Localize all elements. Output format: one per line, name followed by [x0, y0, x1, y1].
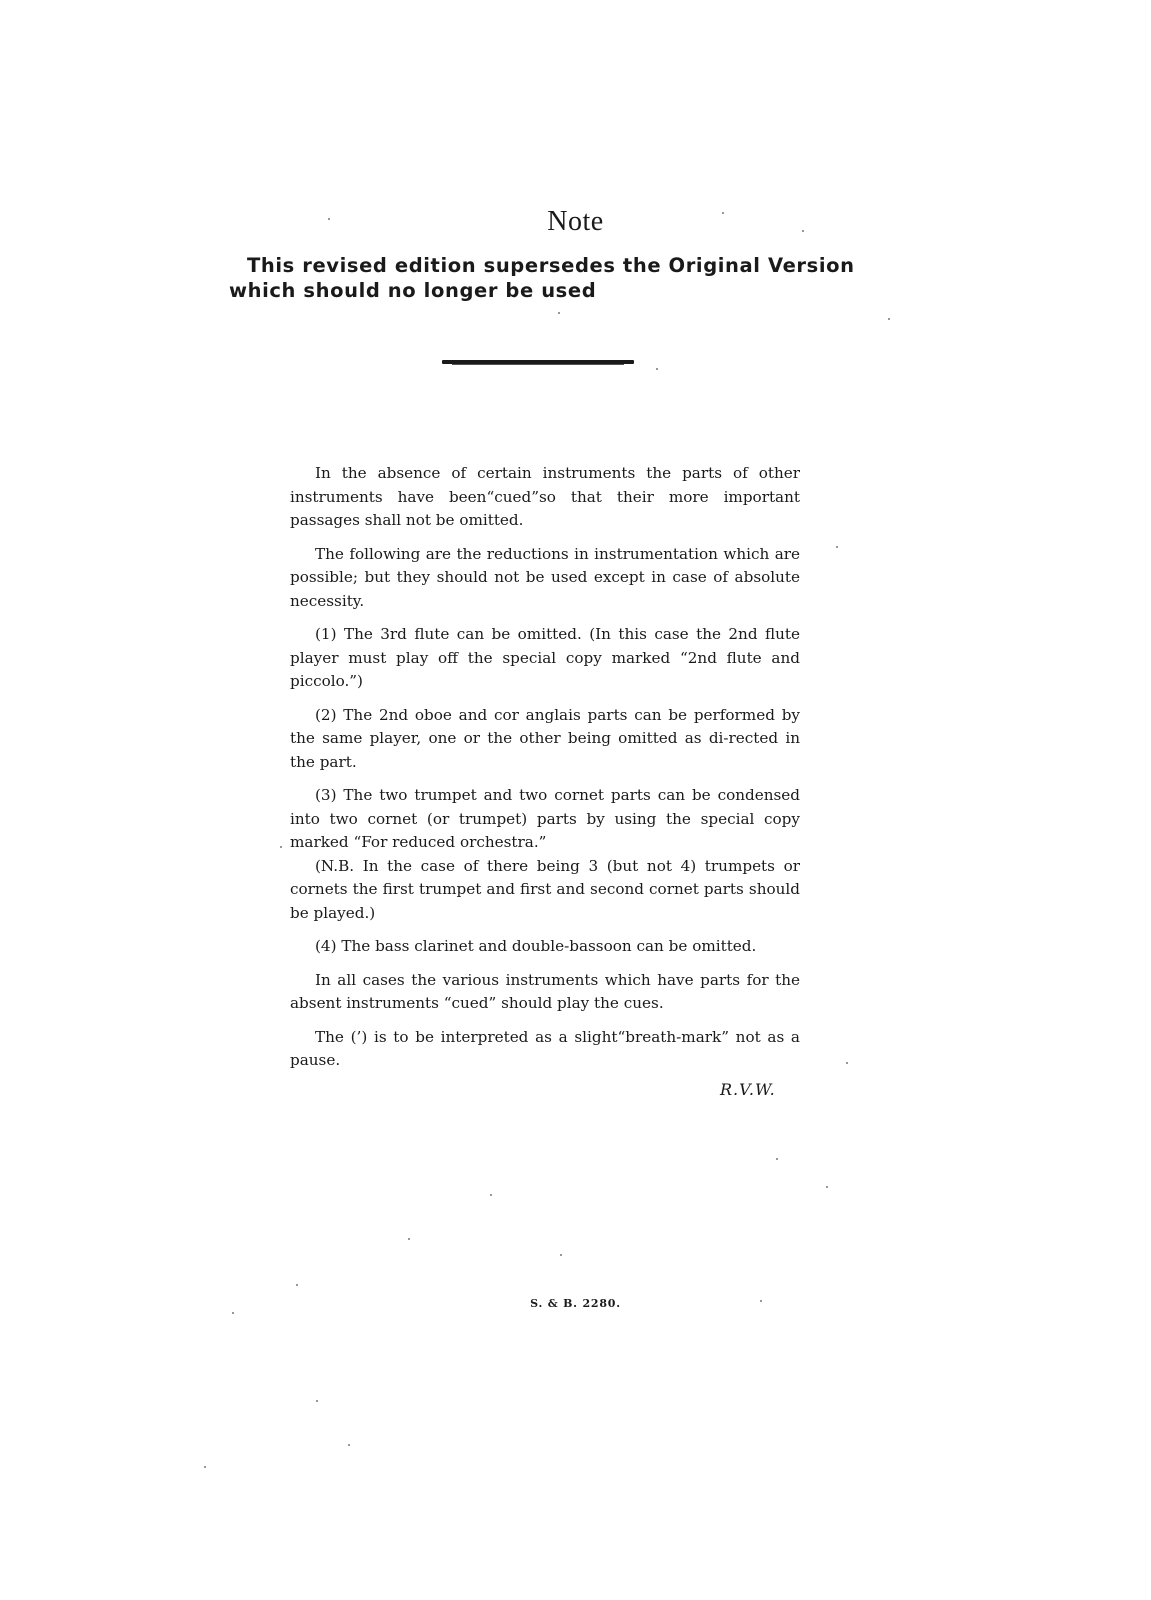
revision-banner-line-1: This revised edition supersedes the Original Version — [247, 254, 855, 277]
page-title: Note — [547, 206, 604, 237]
scan-speck — [296, 1284, 298, 1286]
reductions-intro-paragraph: The following are the reductions in instrumentation which are possible; but they should not be used except in case of absolute necessity. — [290, 544, 800, 610]
scan-speck — [802, 230, 804, 232]
scan-speck — [348, 1444, 350, 1446]
decorative-rule — [442, 360, 634, 364]
scan-speck — [204, 1466, 206, 1468]
instructions-body — [290, 462, 800, 1077]
scan-speck — [490, 1194, 492, 1196]
cues-note-paragraph: In all cases the various instruments which have parts for the absent instruments “cued” should play the cues. — [290, 970, 800, 1012]
scan-speck — [232, 1312, 234, 1314]
scan-speck — [826, 1186, 828, 1188]
scan-speck — [558, 312, 560, 314]
author-signature: R.V.W. — [720, 1080, 776, 1099]
reduction-item-2: (2) The 2nd oboe and cor anglais parts can be performed by the same player, one or the other being omitted as di-rected in the part. — [290, 705, 800, 771]
scan-speck — [836, 546, 838, 548]
cued-intro-paragraph: In the absence of certain instruments the parts of other instruments have been“cued”so that their more important passages shall not be omitted. — [290, 464, 800, 529]
scan-speck — [776, 1158, 778, 1160]
catalogue-code: S. & B. 2280. — [530, 1297, 621, 1310]
reduction-item-4: (4) The bass clarinet and double-bassoon can be omitted. — [315, 937, 757, 955]
scan-speck — [760, 1300, 762, 1302]
revision-banner-line-2: which should no longer be used — [229, 279, 597, 302]
scan-speck — [560, 1254, 562, 1256]
scan-speck — [722, 212, 724, 214]
reduction-item-3-note: (N.B. In the case of there being 3 (but not 4) trumpets or cornets the first trumpet and first and second cornet parts should be played.) — [290, 856, 800, 922]
scan-speck — [408, 1238, 410, 1240]
scan-speck — [328, 218, 330, 220]
scan-speck — [656, 368, 658, 370]
scan-speck — [280, 846, 282, 848]
scan-speck — [316, 1400, 318, 1402]
breath-mark-paragraph: The (’) is to be interpreted as a slight“breath-mark” not as a pause. — [290, 1027, 800, 1069]
reduction-item-3: (3) The two trumpet and two cornet parts can be condensed into two cornet (or trumpet) parts by using the special copy marked “For reduced orchestra.” — [290, 786, 800, 851]
scan-speck — [888, 318, 890, 320]
scan-speck — [846, 1062, 848, 1064]
reduction-item-1: (1) The 3rd flute can be omitted. (In this case the 2nd flute player must play off the special copy marked “2nd flute and piccolo.”) — [290, 625, 800, 690]
